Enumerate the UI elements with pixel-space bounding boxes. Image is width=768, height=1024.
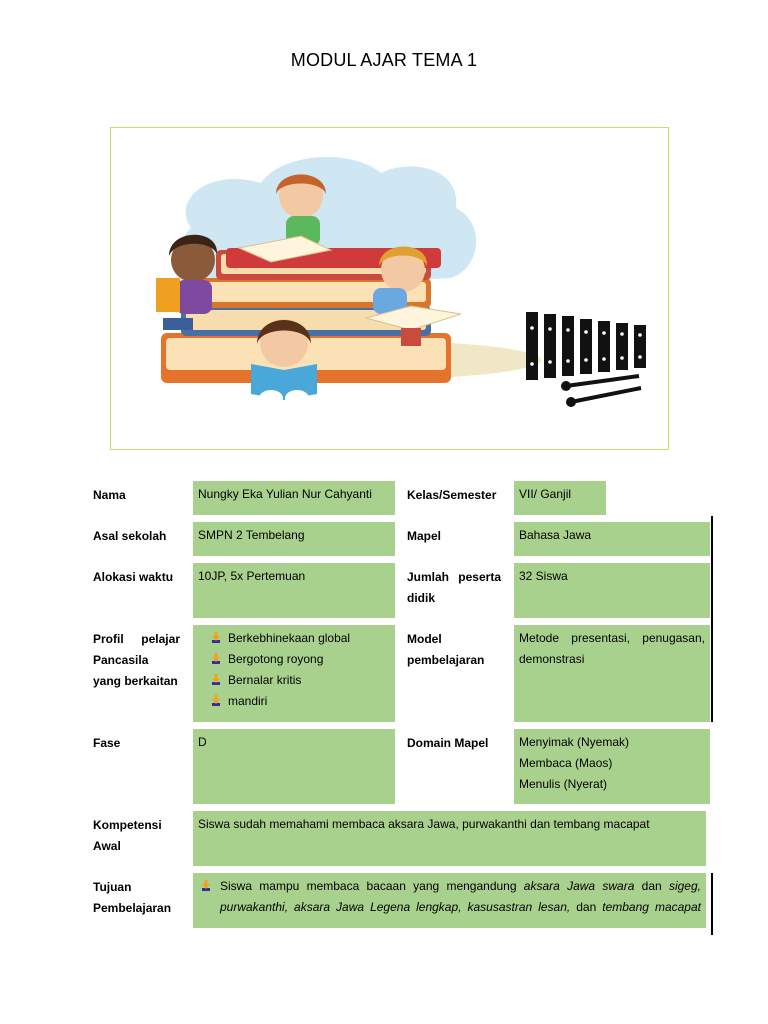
label-jumlah-peserta-line2: didik [407,591,436,605]
list-item: mandiri [210,691,390,712]
list-item: Membaca (Maos) [519,756,613,770]
tujuan-italic: purwakanthi, aksara Jawa Legena lengkap, kasusastran lesan, [220,900,571,914]
label-profil-pelajar: Profil pelajar [93,632,180,646]
children-reading-books-illustration [111,128,670,451]
tujuan-text: dan [570,900,603,914]
tujuan-line-2 [198,897,701,918]
label-nama: Nama [93,488,126,502]
value-fase: D [193,729,395,804]
tujuan-italic: sigeg, [668,879,701,893]
value-alokasi-waktu: 10JP, 5x Pertemuan [193,563,395,618]
value-domain-mapel [514,729,710,804]
label-domain-mapel: Domain Mapel [407,736,489,750]
label-tujuan: Tujuan [93,880,132,894]
list-item: Menulis (Nyerat) [519,777,608,791]
label-kompetensi-line2: Awal [93,839,121,853]
gamelan-icon [526,312,646,407]
label-mapel: Mapel [407,529,442,543]
list-item: Bergotong royong [210,649,390,670]
profil-list [198,628,390,712]
tujuan-italic: aksara Jawa swara [523,879,635,893]
value-nama: Nungky Eka Yulian Nur Cahyanti [193,481,395,515]
value-asal-sekolah: SMPN 2 Tembelang [193,522,395,556]
list-item: Bernalar kritis [210,670,390,691]
label-jumlah-peserta: Jumlah peserta [407,570,501,584]
table-border [711,873,713,935]
label-profil-line3: yang berkaitan [93,674,178,688]
list-item: Berkebhinekaan global [210,628,390,649]
page-title: MODUL AJAR TEMA 1 [290,50,478,70]
arrow-bullet-icon [200,880,212,892]
value-jumlah-peserta: 32 Siswa [514,563,710,618]
tujuan-italic: tembang macapat [602,900,701,914]
value-model-pembelajaran: Metode presentasi, penugasan, demonstrasi [514,625,710,722]
list-item: Menyimak (Nyemak) [519,735,630,749]
value-kelas: VII/ Ganjil [514,481,606,515]
label-kompetensi: Kompetensi [93,818,162,832]
value-tujuan-pembelajaran [193,873,706,928]
label-kelas: Kelas/Semester [407,488,497,502]
label-profil-line2: Pancasila [93,653,149,667]
tujuan-text: Siswa mampu membaca bacaan yang mengandung [220,879,524,893]
arrow-bullet-icon [210,632,222,644]
arrow-bullet-icon [210,653,222,665]
value-kompetensi-awal: Siswa sudah memahami membaca aksara Jawa, purwakanthi dan tembang macapat [193,811,706,866]
tujuan-line-1 [198,876,701,897]
label-tujuan-line2: Pembelajaran [93,901,172,915]
value-profil-pelajar [193,625,395,722]
label-alokasi-waktu: Alokasi waktu [93,570,174,584]
label-model-line2: pembelajaran [407,653,485,667]
illustration-frame [110,127,669,450]
table-border [711,516,713,722]
arrow-bullet-icon [210,674,222,686]
arrow-bullet-icon [210,695,222,707]
label-asal-sekolah: Asal sekolah [93,529,167,543]
label-fase: Fase [93,736,121,750]
label-model: Model [407,632,442,646]
value-mapel: Bahasa Jawa [514,522,710,556]
tujuan-text: dan [634,879,669,893]
